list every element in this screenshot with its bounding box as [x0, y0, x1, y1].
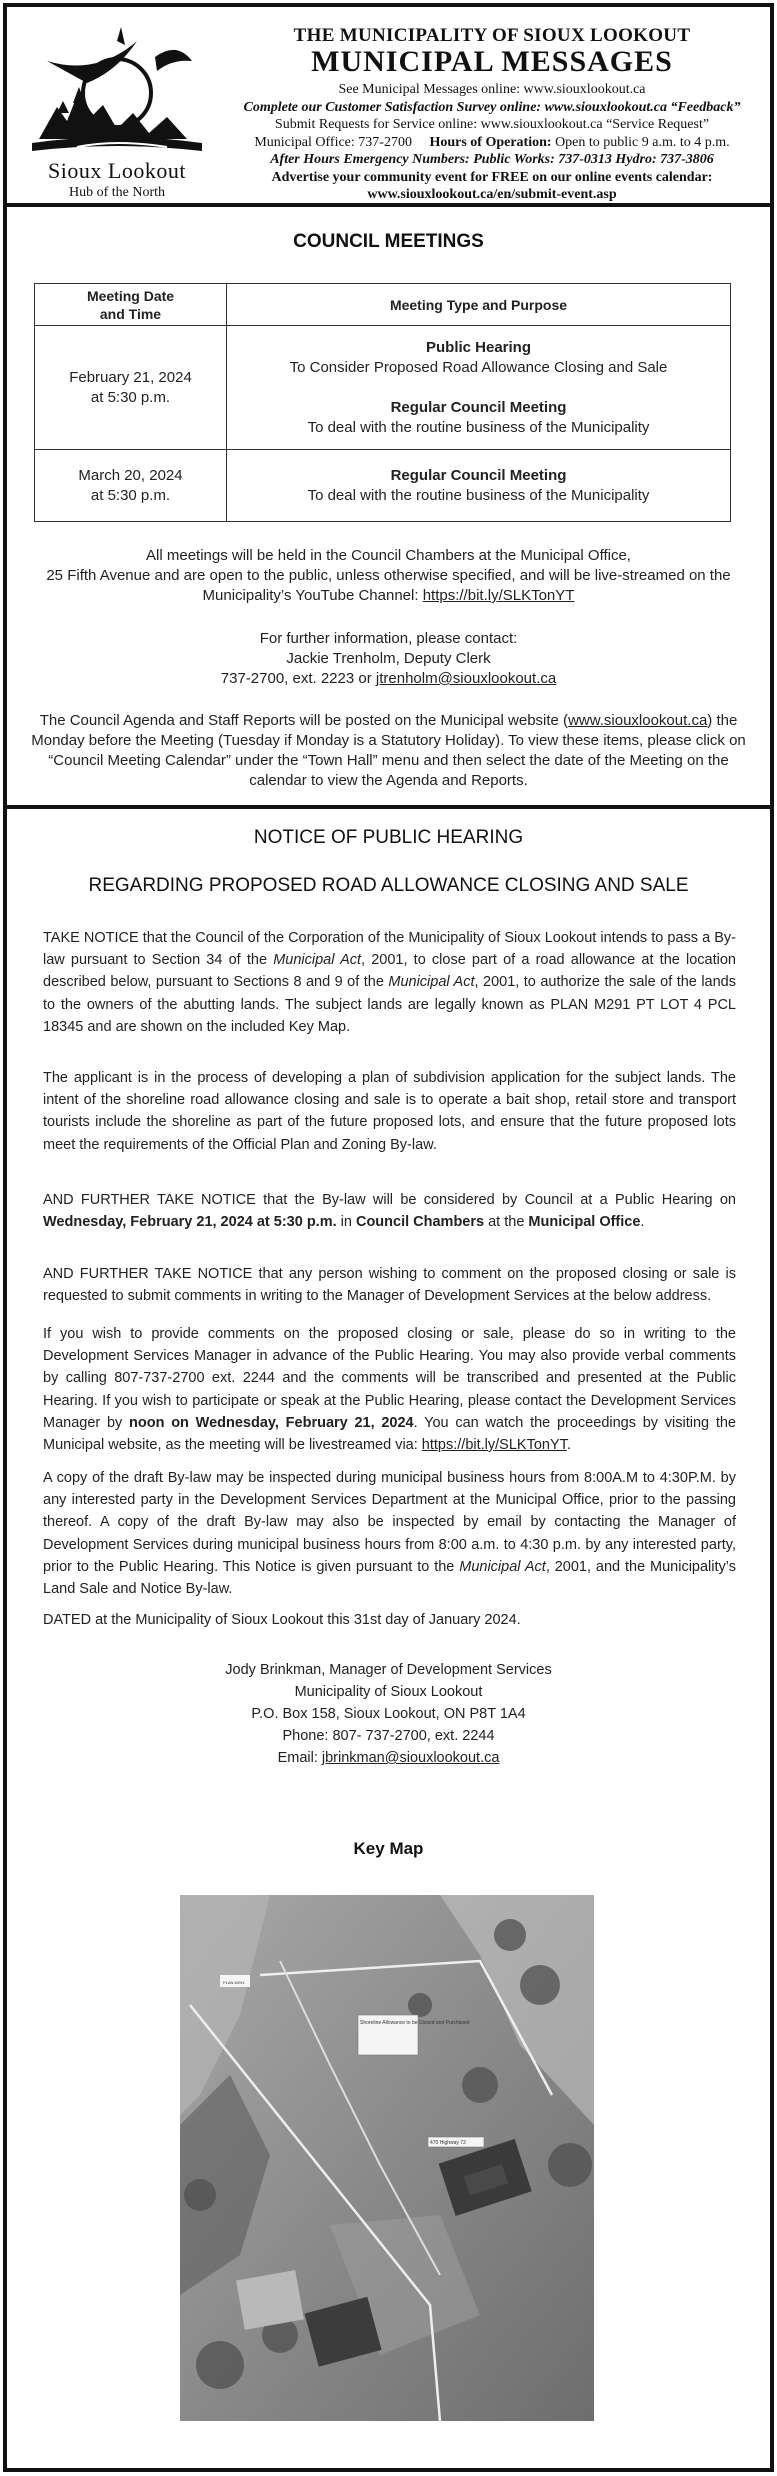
contact-text — [7, 629, 770, 689]
paragraph-how-to-comment — [43, 1323, 736, 1456]
contact-name: Jackie Trenholm, Deputy Clerk — [286, 650, 491, 667]
contact-line — [7, 669, 770, 689]
p6-a: A copy of the draft By-law may be inspected during municipal business hours from 8:00A.M to 4:30P.M. by any interested party in the Development Services Department at the Municipal Office, prior to the passing thereof. A copy of the draft By-law may also be inspected by email by contacting the Manager of Development Services during municipal business hours from 8:00 a.m. to 4:30 p.m. by any interested party, prior to the Public Hearing. This Notice is given pursuant to the — [43, 1470, 736, 1575]
service-request-line: Submit Requests for Service online: www.siouxlookout.ca “Service Request” — [274, 117, 710, 132]
p3-date: Wednesday, February 21, 2024 at 5:30 p.m. — [43, 1214, 337, 1231]
row1-purpose2: To deal with the routine business of the Municipality — [307, 418, 650, 436]
row2-time: at 5:30 p.m. — [90, 486, 171, 504]
agenda-line1 — [11, 711, 766, 731]
row1-type1: Public Hearing — [425, 338, 532, 356]
signature-email-line — [7, 1747, 770, 1769]
paragraph-inspection — [43, 1467, 736, 1600]
p5-a: If you wish to provide comments on the proposed closing or sale, please do so in writing to the Development Services Manager in advance of the Public Hearing. You may also provide verbal comments by calling 807-737-2700 ext. 2244 and the comments will be transcribed and presented at the Public Hearing. If you wish to participate or speak at the Public Hearing, please contact the Development Services Manager by — [43, 1326, 736, 1431]
key-map-title: Key Map — [353, 1839, 424, 1858]
hours-value: Open to public 9 a.m. to 4 p.m. — [555, 134, 730, 150]
row2-date: March 20, 2024 — [78, 466, 183, 484]
date-header-line1: Meeting Date — [86, 287, 175, 304]
signature-block — [7, 1659, 770, 1769]
email-label: Email: — [277, 1750, 318, 1766]
paragraph-hearing-date — [43, 1189, 736, 1233]
agenda-line2: Monday before the Meeting (Tuesday if Monday is a Statutory Holiday). To view these items, please click on — [31, 732, 746, 749]
meeting-location-text — [7, 546, 770, 606]
masthead-title: MUNICIPAL MESSAGES — [311, 45, 673, 78]
hours-label: Hours of Operation: — [429, 134, 552, 150]
map-label3-text: PLAN M291 — [223, 1980, 245, 1985]
row1-date-cell — [35, 326, 227, 450]
location-line2: 25 Fifth Avenue and are open to the public, unless otherwise specified, and will be live-streamed on the — [46, 567, 731, 584]
date-header-line2: and Time — [99, 305, 162, 322]
row1-time: at 5:30 p.m. — [90, 388, 171, 406]
p5-deadline: noon on Wednesday, February 21, 2024 — [129, 1414, 414, 1431]
logo-emblem-icon — [32, 27, 202, 151]
row1-purpose-cell — [227, 326, 731, 450]
signature-phone: Phone: 807- 737-2700, ext. 2244 — [282, 1728, 495, 1744]
row2-purpose1: To deal with the routine business of the Municipality — [307, 486, 650, 504]
p3-b: in — [336, 1214, 356, 1231]
agenda-text — [11, 711, 766, 791]
events-url: www.siouxlookout.ca/en/submit-event.asp — [367, 187, 617, 202]
row2-purpose-cell — [227, 450, 731, 522]
events-line: Advertise your community event for FREE on our online events calendar: — [271, 169, 713, 185]
website-link[interactable]: www.siouxlookout.ca — [568, 712, 708, 729]
signature-address: P.O. Box 158, Sioux Lookout, ON P8T 1A4 — [251, 1706, 526, 1722]
municipality-name: THE MUNICIPALITY OF SIOUX LOOKOUT — [293, 25, 691, 46]
row1-date: February 21, 2024 — [69, 368, 192, 386]
agenda-b: ) the — [707, 712, 738, 729]
masthead-text — [217, 25, 767, 204]
p3-a: AND FURTHER TAKE NOTICE that the By-law will be considered by Council at a Public Hearing on — [43, 1192, 736, 1208]
youtube-label: Municipality’s YouTube Channel: — [202, 587, 419, 604]
public-hearing-section — [7, 813, 770, 2476]
p1-act2: Municipal Act — [388, 974, 475, 991]
council-meetings-section — [7, 211, 770, 809]
table-row — [35, 450, 731, 522]
location-line1: All meetings will be held in the Council Chambers at the Municipal Office, — [146, 547, 631, 564]
signature-email-link[interactable]: jbrinkman@siouxlookout.ca — [321, 1750, 500, 1766]
agenda-line4: calendar to view the Agenda and Reports. — [249, 772, 528, 789]
newspaper-page — [3, 3, 774, 2472]
row2-type1: Regular Council Meeting — [390, 466, 567, 484]
p6-b: , 2001, and the Municipality’s Land Sale and Notice By-law. — [43, 1558, 736, 1598]
logo-tagline: Hub of the North — [68, 185, 166, 200]
contact-email-link[interactable]: jtrenholm@siouxlookout.ca — [375, 670, 557, 687]
paragraph-applicant: The applicant is in the process of developing a plan of subdivision application for the subject lands. The intent of the shoreline road allowance closing and sale is to operate a bait shop, retail store and transport tourists include the shoreline as part of the future proposed lots, and ensure that the future proposed lots meet the requirements of the Official Plan and Zoning By-law. — [43, 1070, 736, 1153]
online-messages-line: See Municipal Messages online: www.siouxlookout.ca — [338, 82, 646, 97]
p3-c: at the — [484, 1214, 529, 1231]
p1-a: TAKE NOTICE that the Council of the Corporation of the Municipality of Sioux Lookout intends to pass a By-law pursuant to Section 34 of the — [43, 930, 736, 969]
table-header-row — [35, 284, 731, 326]
table-row — [35, 326, 731, 450]
map-label2-text: 470 Highway 72 — [430, 2140, 466, 2146]
sioux-lookout-logo — [17, 21, 217, 201]
survey-line: Complete our Customer Satisfaction Survey online: www.siouxlookout.ca “Feedback” — [243, 99, 741, 115]
p3-d: . — [640, 1214, 645, 1231]
aerial-photo — [180, 1895, 594, 2421]
paragraph-comments: AND FURTHER TAKE NOTICE that any person wishing to comment on the proposed closing or sale is requested to submit comments in writing to the Manager of Development Services at the below address. — [43, 1266, 736, 1305]
council-meetings-title: COUNCIL MEETINGS — [293, 231, 484, 252]
map-label1-text: Shoreline Allowance to be Closed and Purchased — [360, 2020, 470, 2026]
office-hours-line — [217, 134, 767, 152]
p5-c: . — [566, 1437, 571, 1454]
date-header — [35, 284, 227, 326]
signature-name: Jody Brinkman, Manager of Development Services — [225, 1662, 552, 1678]
contact-intro: For further information, please contact: — [259, 630, 518, 647]
masthead — [7, 7, 770, 207]
row1-purpose1: To Consider Proposed Road Allowance Closing and Sale — [289, 358, 668, 376]
emergency-line: After Hours Emergency Numbers: Public Works: 737-0313 Hydro: 737-3806 — [270, 152, 714, 167]
map-label-address — [428, 2137, 484, 2147]
office-phone: Municipal Office: 737-2700 — [254, 134, 412, 150]
youtube-link[interactable]: https://bit.ly/SLKTonYT — [422, 587, 575, 604]
signature-org: Municipality of Sioux Lookout — [294, 1684, 483, 1700]
type-header: Meeting Type and Purpose — [227, 284, 731, 326]
row1-type2: Regular Council Meeting — [390, 398, 567, 416]
agenda-a: The Council Agenda and Staff Reports will be posted on the Municipal website ( — [39, 712, 569, 729]
meetings-table — [34, 283, 731, 522]
p3-place: Council Chambers — [355, 1214, 485, 1231]
livestream-link[interactable]: https://bit.ly/SLKTonYT — [421, 1437, 567, 1454]
location-line3 — [7, 586, 770, 606]
agenda-line3: “Council Meeting Calendar” under the “Town Hall” menu and then select the date of the Meeting on the — [48, 752, 729, 769]
p6-act: Municipal Act — [459, 1558, 546, 1575]
dated-line: DATED at the Municipality of Sioux Lookout this 31st day of January 2024. — [43, 1612, 521, 1628]
paragraph-take-notice — [43, 927, 736, 1038]
p3-office: Municipal Office — [528, 1214, 641, 1231]
contact-phone: 737-2700, ext. 2223 or — [220, 670, 372, 687]
p1-b: , 2001, to close part of a road allowance at the location described below, pursuant to Sections 8 and 9 of the — [43, 952, 736, 991]
p1-act1: Municipal Act — [273, 952, 362, 969]
hearing-subtitle: REGARDING PROPOSED ROAD ALLOWANCE CLOSING AND SALE — [88, 875, 689, 896]
key-map-aerial-image — [180, 1895, 594, 2421]
p5-b: . You can watch the proceedings by visiting the Municipal website, as the meeting will be livestreamed via: — [43, 1414, 736, 1454]
row2-date-cell — [35, 450, 227, 522]
p1-c: , 2001, to authorize the sale of the lands to the owners of the abutting lands. The subject lands are legally known as PLAN M291 PT LOT 4 PCL 18345 and are shown on the included Key Map. — [43, 974, 736, 1035]
hearing-title: NOTICE OF PUBLIC HEARING — [253, 827, 524, 848]
logo-name: Sioux Lookout — [48, 158, 186, 183]
